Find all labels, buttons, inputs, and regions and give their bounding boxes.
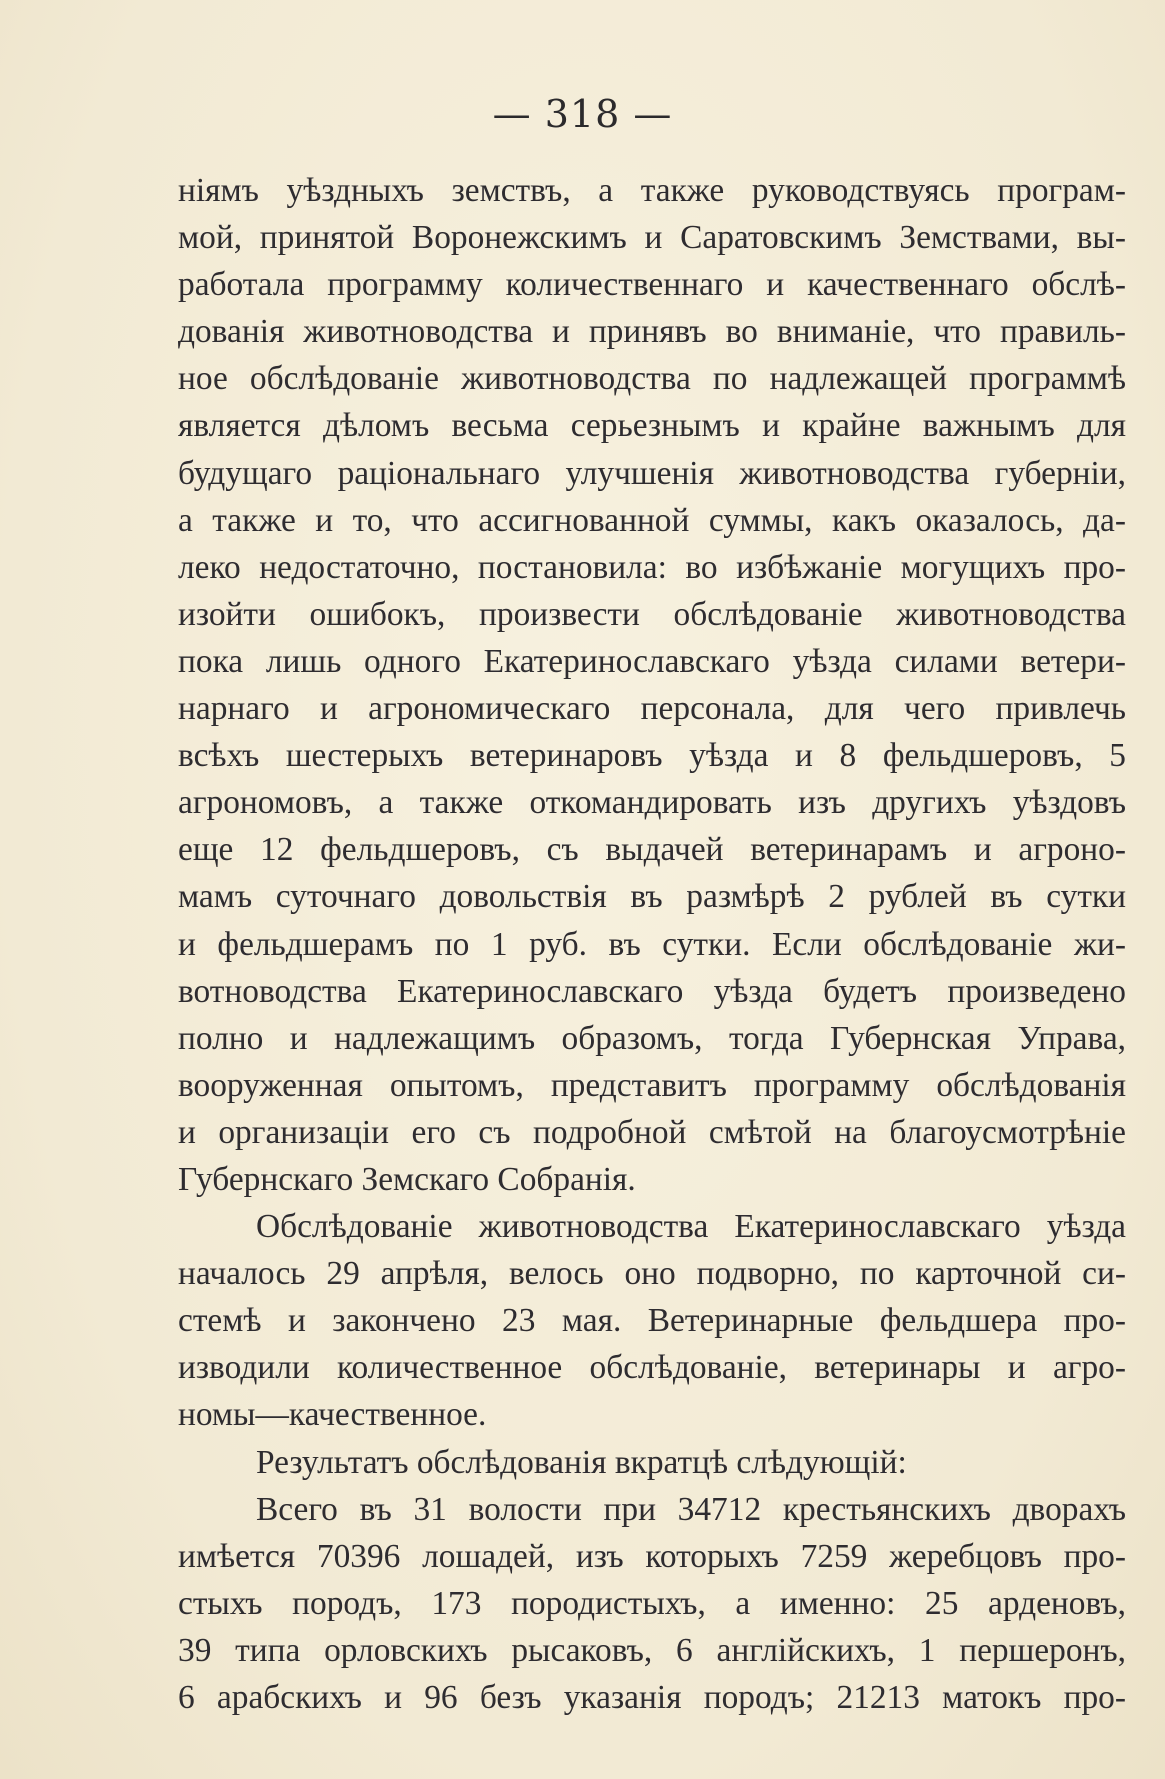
text-line: Губернскаго Земскаго Собранія. <box>178 1160 636 1198</box>
body-text <box>178 167 1126 1721</box>
text-line: номы—качественное. <box>178 1396 487 1434</box>
page-number: — 318 — <box>492 92 673 136</box>
text-line: будущаго раціональнаго улучшенія животноводства губерніи, <box>178 454 1126 492</box>
text-line: дованія животноводства и принявъ во вниманіе, что правиль- <box>178 313 1126 351</box>
text-line: началось 29 апрѣля, велось оно подворно, по карточной си- <box>178 1255 1126 1293</box>
text-line: изводили количественное обслѣдованіе, ветеринары и агро- <box>178 1349 1126 1387</box>
text-line: 6 арабскихъ и 96 безъ указанія породъ; 21213 матокъ про- <box>178 1679 1126 1716</box>
text-line: ное обслѣдованіе животноводства по надлежащей программѣ <box>178 360 1126 398</box>
text-line: Результатъ обслѣдованія вкратцѣ слѣдующій: <box>256 1443 907 1481</box>
text-line: вотноводства Екатеринославскаго уѣзда будетъ произведено <box>178 972 1126 1010</box>
text-line: изойти ошибокъ, произвести обслѣдованіе животноводства <box>178 595 1126 633</box>
text-line: ніямъ уѣздныхъ земствъ, а также руководствуясь програм- <box>178 172 1126 209</box>
text-line: стемѣ и закончено 23 мая. Ветеринарные фельдшера про- <box>178 1302 1126 1340</box>
text-line: 39 типа орловскихъ рысаковъ, 6 англійскихъ, 1 першеронъ, <box>178 1631 1126 1669</box>
text-line: мамъ суточнаго довольствія въ размѣрѣ 2 рублей въ сутки <box>178 878 1126 916</box>
text-line: Обслѣдованіе животноводства Екатеринославскаго уѣзда <box>256 1208 1126 1246</box>
text-line: работала программу количественнаго и качественнаго обслѣ- <box>178 266 1126 304</box>
text-line: полно и надлежащимъ образомъ, тогда Губернская Управа, <box>178 1019 1126 1057</box>
text-line: а также и то, что ассигнованной суммы, какъ оказалось, да- <box>178 501 1126 539</box>
text-line: пока лишь одного Екатеринославскаго уѣзда силами ветери- <box>178 642 1126 680</box>
text-line: агрономовъ, а также откомандировать изъ другихъ уѣздовъ <box>178 784 1126 822</box>
text-line: вооруженная опытомъ, представитъ программу обслѣдованія <box>178 1066 1126 1104</box>
text-line: стыхъ породъ, 173 породистыхъ, а именно: 25 арденовъ, <box>178 1584 1126 1622</box>
text-line: еще 12 фельдшеровъ, съ выдачей ветеринарамъ и агроно- <box>178 831 1126 869</box>
text-line: мой, принятой Воронежскимъ и Саратовскимъ Земствами, вы- <box>178 219 1126 257</box>
text-line: и фельдшерамъ по 1 руб. въ сутки. Если обслѣдованіе жи- <box>178 925 1126 963</box>
text-line: и организаціи его съ подробной смѣтой на благоусмотрѣніе <box>178 1113 1126 1151</box>
text-line: является дѣломъ весьма серьезнымъ и крайне важнымъ для <box>178 407 1126 445</box>
text-line: имѣется 70396 лошадей, изъ которыхъ 7259 жеребцовъ про- <box>178 1537 1126 1575</box>
text-line: Всего въ 31 волости при 34712 крестьянскихъ дворахъ <box>256 1490 1126 1528</box>
text-line: леко недостаточно, постановила: во избѣжаніе могущихъ про- <box>178 548 1126 586</box>
text-line: нарнаго и агрономическаго персонала, для чего привлечь <box>178 690 1126 728</box>
text-line: всѣхъ шестерыхъ ветеринаровъ уѣзда и 8 фельдшеровъ, 5 <box>178 737 1126 775</box>
